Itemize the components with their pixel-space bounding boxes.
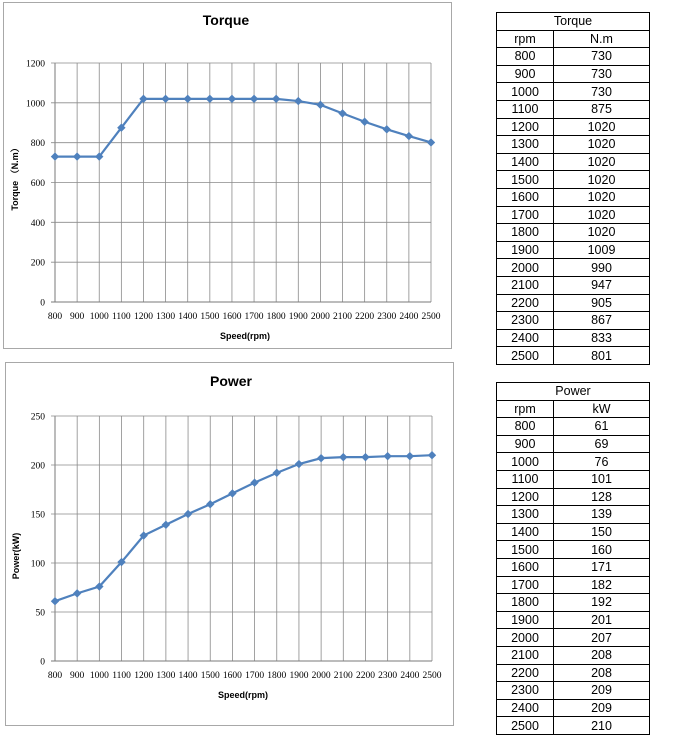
table-row [497,541,650,559]
power-chart-svg [6,363,453,725]
torque-table-rpm-cell: 1000 [497,83,554,101]
power-table-rpm-cell: 1500 [497,541,554,559]
torque-table-value-cell: 947 [554,276,650,294]
power-chart [5,362,454,726]
torque-table-rpm-cell: 1600 [497,188,554,206]
power-table-header-kw: kW [554,400,650,418]
power-table-value-cell: 192 [554,594,650,612]
torque-table-title: Torque [497,13,650,31]
torque-table-rpm-cell: 800 [497,48,554,66]
torque-table-value-cell: 801 [554,347,650,365]
table-row [497,136,650,154]
table-row [497,576,650,594]
power-x-tick-label: 1200 [134,671,154,681]
table-row [497,699,650,717]
torque-x-tick-label: 1000 [89,312,109,322]
torque-table-rpm-cell: 1500 [497,171,554,189]
power-x-tick-label: 1900 [289,671,309,681]
torque-x-tick-label: 1100 [112,312,131,322]
power-y-tick-label: 100 [30,559,45,570]
torque-x-tick-label: 900 [69,312,85,322]
power-data-point [184,510,192,518]
torque-table-value-cell: 990 [554,259,650,277]
power-table-rpm-cell: 900 [497,435,554,453]
torque-table-value-cell: 730 [554,48,650,66]
table-row [497,83,650,101]
torque-table-value-cell: 730 [554,83,650,101]
torque-table-value-cell: 1020 [554,153,650,171]
table-row [497,276,650,294]
torque-table-header-rpm: rpm [497,30,554,48]
torque-x-axis-label: Speed(rpm) [219,331,271,341]
torque-series-line [55,99,431,157]
torque-table-value-cell: 1020 [554,136,650,154]
torque-x-tick-label: 2000 [310,312,330,322]
table-row [497,646,650,664]
table-row [497,224,650,242]
power-x-tick-label: 1400 [178,671,198,681]
power-table-value-cell: 76 [554,453,650,471]
power-x-tick-label: 1300 [156,671,176,681]
power-x-tick-label: 2400 [400,671,420,681]
torque-x-tick-label: 2300 [377,312,397,322]
power-table-rpm-cell: 2200 [497,664,554,682]
power-y-axis-label: Power(kW) [11,532,21,580]
power-data-point [228,489,236,497]
power-table-value-cell: 160 [554,541,650,559]
torque-table-value-cell: 875 [554,100,650,118]
torque-x-tick-label: 1600 [222,312,242,322]
torque-table-value-cell: 1020 [554,206,650,224]
table-row [497,558,650,576]
power-table-value-cell: 201 [554,611,650,629]
power-y-tick-label: 50 [35,608,45,619]
torque-x-tick-label: 1400 [178,312,198,322]
table-row [497,312,650,330]
table-row [497,329,650,347]
table-row [497,48,650,66]
torque-table [496,12,650,365]
power-x-tick-label: 2100 [333,671,353,681]
table-row [497,594,650,612]
torque-table-value-cell: 1009 [554,241,650,259]
power-data-point [273,469,281,477]
table-row [497,118,650,136]
table-row [497,100,650,118]
power-data-point [250,478,258,486]
power-y-tick-label: 250 [30,412,45,423]
power-table-rpm-cell: 1200 [497,488,554,506]
power-data-point [317,454,325,462]
torque-table-value-cell: 867 [554,312,650,330]
table-row [497,717,650,735]
power-table-value-cell: 209 [554,682,650,700]
power-series-line [55,455,432,601]
power-table-rpm-cell: 1400 [497,523,554,541]
power-data-point [206,500,214,508]
torque-table-header-nm: N.m [554,30,650,48]
table-row [497,259,650,277]
torque-table-rpm-cell: 2500 [497,347,554,365]
power-table [496,382,650,735]
torque-data-point [51,152,59,160]
torque-table-rpm-cell: 1100 [497,100,554,118]
power-x-axis-label: Speed(rpm) [217,690,269,700]
torque-x-tick-label: 1800 [266,312,286,322]
power-x-tick-label: 2300 [378,671,398,681]
power-data-point [295,460,303,468]
torque-x-tick-label: 1700 [244,312,264,322]
torque-table-value-cell: 730 [554,65,650,83]
power-table-value-cell: 139 [554,506,650,524]
torque-data-point [184,95,192,103]
torque-data-point [272,95,280,103]
power-data-point [339,453,347,461]
torque-table-value-cell: 905 [554,294,650,312]
power-table-value-cell: 61 [554,418,650,436]
power-table-rpm-cell: 1300 [497,506,554,524]
power-x-tick-label: 900 [70,671,85,681]
power-table-rpm-cell: 2000 [497,629,554,647]
table-row [497,506,650,524]
power-data-point [361,453,369,461]
power-table-value-cell: 128 [554,488,650,506]
torque-x-tick-label: 1300 [156,312,176,322]
power-x-tick-label: 1600 [222,671,242,681]
table-row [497,171,650,189]
power-table-rpm-cell: 1100 [497,470,554,488]
torque-table-rpm-cell: 2300 [497,312,554,330]
torque-data-point [250,95,258,103]
table-row [497,523,650,541]
table-row [497,294,650,312]
torque-data-point [427,138,435,146]
torque-data-point [161,95,169,103]
torque-x-tick-label: 2400 [399,312,419,322]
torque-data-point [206,95,214,103]
table-row [497,65,650,83]
torque-data-point [294,97,302,105]
power-data-point [428,451,436,459]
power-table-rpm-cell: 1900 [497,611,554,629]
torque-table-rpm-cell: 900 [497,65,554,83]
torque-x-tick-label: 800 [47,312,63,322]
power-table-title: Power [497,383,650,401]
torque-x-tick-label: 1500 [200,312,220,322]
table-row [497,470,650,488]
torque-table-rpm-cell: 1200 [497,118,554,136]
torque-table-rpm-cell: 2200 [497,294,554,312]
power-table-rpm-cell: 2500 [497,717,554,735]
torque-y-tick-label: 0 [40,298,45,309]
power-x-tick-label: 1800 [267,671,287,681]
torque-y-tick-label: 200 [30,258,45,269]
torque-data-point [338,109,346,117]
power-table-header-rpm: rpm [497,400,554,418]
table-row [497,611,650,629]
torque-x-tick-label: 1900 [288,312,308,322]
power-x-tick-label: 2500 [422,671,442,681]
table-row [497,488,650,506]
power-table-rpm-cell: 800 [497,418,554,436]
power-chart-title: Power [209,373,253,389]
power-data-point [73,589,81,597]
torque-table-value-cell: 833 [554,329,650,347]
torque-table-rpm-cell: 1800 [497,224,554,242]
power-table-value-cell: 171 [554,558,650,576]
power-table-rpm-cell: 2300 [497,682,554,700]
power-data-point [406,452,414,460]
power-table-value-cell: 101 [554,470,650,488]
torque-data-point [360,118,368,126]
torque-chart-title: Torque [202,12,250,28]
torque-table-rpm-cell: 1300 [497,136,554,154]
torque-table-value-cell: 1020 [554,188,650,206]
torque-table-rpm-cell: 1400 [497,153,554,171]
power-table-value-cell: 208 [554,646,650,664]
torque-data-point [316,101,324,109]
torque-y-axis-label: Torque （N.m） [10,143,20,211]
power-table-value-cell: 207 [554,629,650,647]
power-table-rpm-cell: 2100 [497,646,554,664]
power-table-value-cell: 150 [554,523,650,541]
torque-x-tick-label: 2100 [333,312,353,322]
torque-table-value-cell: 1020 [554,224,650,242]
power-x-tick-label: 1000 [89,671,109,681]
torque-table-rpm-cell: 1700 [497,206,554,224]
table-row [497,206,650,224]
torque-chart [3,2,452,349]
power-x-tick-label: 1700 [245,671,265,681]
torque-y-tick-label: 800 [30,139,45,150]
power-x-tick-label: 800 [47,671,63,681]
torque-data-point [405,132,413,140]
table-row [497,418,650,436]
torque-table-rpm-cell: 1900 [497,241,554,259]
torque-table-value-cell: 1020 [554,118,650,136]
torque-y-tick-label: 1200 [26,59,45,70]
torque-y-tick-label: 400 [30,218,45,229]
table-row [497,664,650,682]
power-data-point [383,452,391,460]
torque-table-rpm-cell: 2100 [497,276,554,294]
table-row [497,435,650,453]
power-table-rpm-cell: 1000 [497,453,554,471]
torque-y-tick-label: 1000 [26,99,45,110]
power-table-value-cell: 210 [554,717,650,735]
power-x-tick-label: 2000 [311,671,331,681]
table-row [497,453,650,471]
power-table-value-cell: 209 [554,699,650,717]
torque-chart-svg [4,3,451,348]
power-table-rpm-cell: 1700 [497,576,554,594]
torque-table-value-cell: 1020 [554,171,650,189]
power-y-tick-label: 200 [30,461,45,472]
table-row [497,682,650,700]
torque-data-point [73,152,81,160]
torque-x-tick-label: 2200 [355,312,375,322]
power-y-tick-label: 0 [40,657,45,668]
power-table-rpm-cell: 1800 [497,594,554,612]
power-table-rpm-cell: 1600 [497,558,554,576]
torque-y-tick-label: 600 [30,179,45,189]
table-row [497,629,650,647]
table-row [497,188,650,206]
power-table-value-cell: 208 [554,664,650,682]
power-data-point [51,597,59,605]
power-x-tick-label: 2200 [355,671,375,681]
power-y-tick-label: 150 [30,510,45,521]
torque-x-tick-label: 2500 [421,312,441,322]
torque-data-point [228,95,236,103]
torque-x-tick-label: 1200 [133,312,153,322]
power-table-value-cell: 182 [554,576,650,594]
power-x-tick-label: 1500 [200,671,220,681]
table-row [497,241,650,259]
torque-data-point [383,125,391,133]
power-data-point [162,521,170,529]
table-row [497,347,650,365]
table-row [497,153,650,171]
power-table-value-cell: 69 [554,435,650,453]
power-x-tick-label: 1100 [112,671,131,681]
torque-table-rpm-cell: 2400 [497,329,554,347]
power-table-rpm-cell: 2400 [497,699,554,717]
torque-table-rpm-cell: 2000 [497,259,554,277]
